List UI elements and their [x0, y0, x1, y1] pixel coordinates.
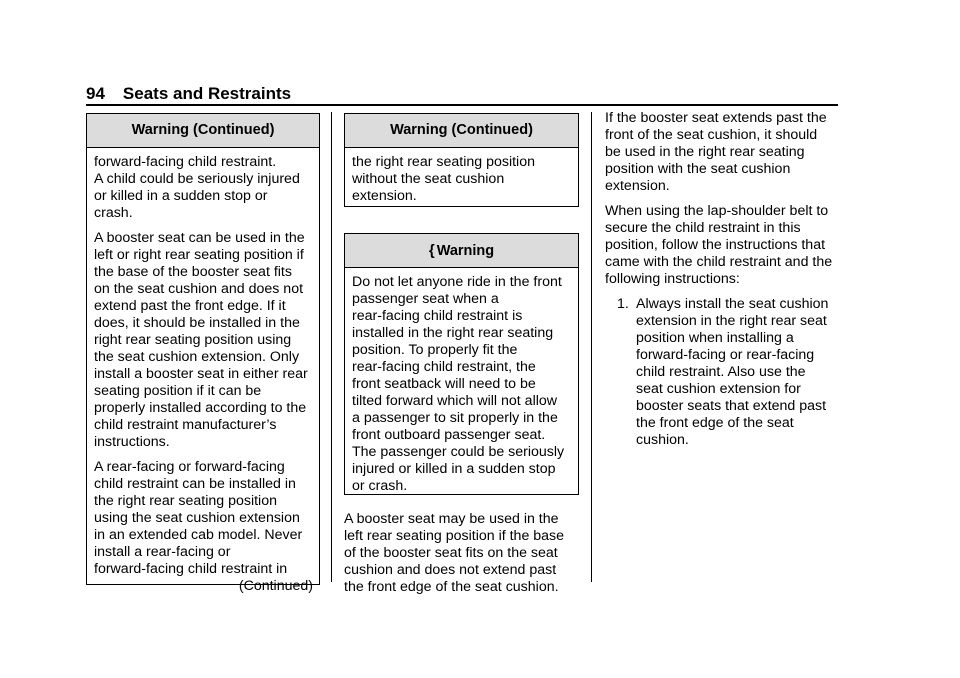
list-item — [617, 296, 845, 449]
text-line: following instructions: — [605, 271, 740, 287]
column-3 — [605, 110, 845, 449]
text-line: the front edge of the seat — [636, 415, 794, 431]
text-line: seat cushion extension for — [636, 381, 801, 397]
warning-box-body — [345, 148, 578, 209]
text-line: child restraint. Also use the — [636, 364, 806, 380]
page-header — [86, 84, 291, 104]
text-line: right rear seating position using — [94, 332, 292, 348]
text-line: of the booster seat fits on the seat — [344, 545, 558, 561]
text-line: forward-facing child restraint in — [94, 561, 288, 577]
text-line: on the seat cushion and does not — [94, 281, 304, 297]
text-line: or crash. — [352, 478, 408, 494]
text-line: A booster seat can be used in the — [94, 230, 305, 246]
text-line: a passenger to sit properly in the — [352, 410, 558, 426]
list-item-text — [636, 296, 845, 449]
text-line: A child could be seriously injured — [94, 171, 300, 187]
text-line: installed in the right rear seating — [352, 325, 554, 341]
text-line: When using the lap-shoulder belt to — [605, 203, 829, 219]
text-line: install a booster seat in either rear — [94, 366, 308, 382]
text-line: crash. — [94, 205, 133, 221]
warning-box-continued-1 — [86, 113, 320, 594]
body-paragraph — [344, 511, 584, 604]
text-line: position. To properly fit the — [352, 342, 518, 358]
text-line: left or right rear seating position if — [94, 247, 304, 263]
text-line: left rear seating position if the base — [344, 528, 565, 544]
text-line: the right rear seating position — [94, 493, 277, 509]
text-line: rear-facing child restraint is — [352, 308, 523, 324]
text-line: be used in the right rear seating — [605, 144, 805, 160]
text-line: extension in the right rear seat — [636, 313, 827, 329]
warning-icon: { — [428, 242, 435, 259]
text-line: forward-facing child restraint. — [94, 154, 277, 170]
text-line: the front edge of the seat cushion. — [344, 579, 559, 595]
text-line: came with the child restraint and the — [605, 254, 833, 270]
text-line: The passenger could be seriously — [352, 444, 565, 460]
column-divider-1 — [331, 112, 332, 582]
text-line: seating position if it can be — [94, 383, 262, 399]
warning-box-title — [345, 234, 578, 268]
text-line: Do not let anyone ride in the front — [352, 274, 562, 290]
text-line: properly installed according to the — [94, 400, 307, 416]
warning-box-title: Warning (Continued) — [87, 114, 319, 148]
continued-label: (Continued) — [238, 578, 313, 594]
warning-box-continued-2 — [344, 113, 579, 207]
text-line: extension. — [352, 188, 417, 204]
text-line: A booster seat may be used in the — [344, 511, 559, 527]
text-line: forward-facing or rear-facing — [636, 347, 815, 363]
text-line: child restraint manufacturer’s — [94, 417, 277, 433]
text-line: position with the seat cushion — [605, 161, 791, 177]
warning-box-title: Warning (Continued) — [345, 114, 578, 148]
text-line: tilted forward which will not allow — [352, 393, 558, 409]
text-line: passenger seat when a — [352, 291, 499, 307]
text-line: front of the seat cushion, it should — [605, 127, 818, 143]
column-divider-2 — [591, 112, 592, 582]
text-line: or killed in a sudden stop or — [94, 188, 268, 204]
text-line: secure the child restraint in this — [605, 220, 801, 236]
text-line: rear-facing child restraint, the — [352, 359, 536, 375]
text-line: Always install the seat cushion — [636, 296, 829, 312]
body-paragraph — [605, 203, 845, 288]
text-line: position, follow the instructions that — [605, 237, 826, 253]
page-number: 94 — [86, 84, 105, 103]
text-line: install a rear-facing or — [94, 544, 231, 560]
section-title: Seats and Restraints — [122, 84, 292, 103]
warning-box-body — [87, 148, 319, 607]
text-line: child restraint can be installed in — [94, 476, 296, 492]
text-line: does, it should be installed in the — [94, 315, 300, 331]
text-line: If the booster seat extends past the — [605, 110, 827, 126]
body-paragraph — [605, 110, 845, 195]
text-line: extend past the front edge. If it — [94, 298, 286, 314]
warning-box — [344, 233, 579, 495]
warning-title-text: Warning — [436, 243, 495, 259]
text-line: A rear-facing or forward-facing — [94, 459, 285, 475]
text-line: the seat cushion extension. Only — [94, 349, 300, 365]
text-line: instructions. — [94, 434, 170, 450]
text-line: the base of the booster seat fits — [94, 264, 292, 280]
text-line: the right rear seating position — [352, 154, 535, 170]
text-line: extension. — [605, 178, 670, 194]
text-line: injured or killed in a sudden stop — [352, 461, 556, 477]
text-line: cushion and does not extend past — [344, 562, 557, 578]
text-line: using the seat cushion extension — [94, 510, 300, 526]
text-line: without the seat cushion — [352, 171, 505, 187]
text-line: booster seats that extend past — [636, 398, 827, 414]
text-line: in an extended cab model. Never — [94, 527, 303, 543]
text-line: position when installing a — [636, 330, 794, 346]
list-number: 1. — [617, 296, 629, 312]
text-line: front seatback will need to be — [352, 376, 536, 392]
header-rule — [86, 104, 838, 106]
warning-box-body — [345, 268, 578, 499]
text-line: front outboard passenger seat. — [352, 427, 546, 443]
text-line: cushion. — [636, 432, 689, 448]
